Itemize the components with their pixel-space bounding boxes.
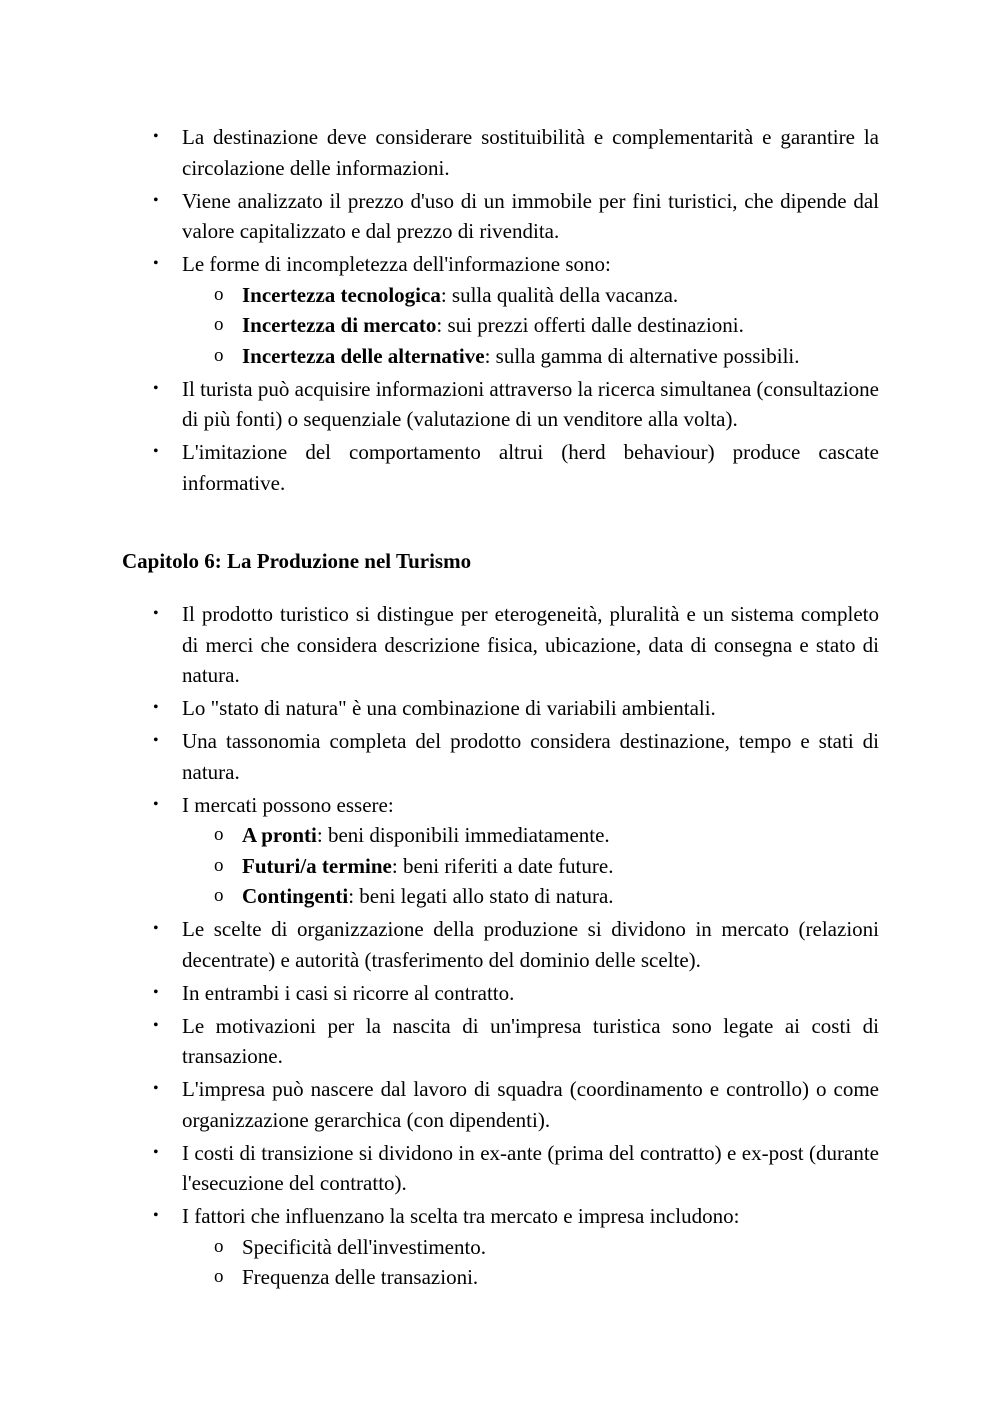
bullet-marker: • bbox=[153, 1016, 159, 1034]
list-item bbox=[153, 1074, 879, 1135]
list-item-text: Viene analizzato il prezzo d'uso di un immobile per fini turistici, che dipende dal valore capitalizzato e dal prezzo di rivendita. bbox=[182, 188, 879, 243]
sub-list bbox=[214, 280, 879, 372]
bullet-marker: • bbox=[153, 379, 159, 397]
list-item-text: Il prodotto turistico si distingue per eterogeneità, pluralità e un sistema completo di merci che considera descrizione fisica, ubicazione, data di consegna e stato di natura. bbox=[182, 602, 879, 687]
list-item-text: Le motivazioni per la nascita di un'impresa turistica sono legate ai costi di transazione. bbox=[182, 1013, 879, 1068]
bullet-marker: • bbox=[153, 605, 159, 622]
sub-list-item bbox=[214, 851, 879, 882]
bullet-marker: • bbox=[153, 191, 159, 209]
bullet-marker: • bbox=[153, 128, 159, 145]
sub-item-text: : sulla gamma di alternative possibili. bbox=[484, 343, 800, 368]
chapter6-bullet-list bbox=[153, 599, 879, 1295]
sub-bullet-marker: o bbox=[214, 885, 224, 906]
bullet-marker: • bbox=[153, 1143, 159, 1161]
sub-list-item bbox=[214, 1232, 879, 1263]
list-item-text: I costi di transizione si dividono in ex-ante (prima del contratto) e ex-post (durante l'esecuzione del contratto). bbox=[182, 1140, 879, 1195]
list-item bbox=[153, 693, 879, 724]
list-item bbox=[153, 1011, 879, 1072]
sub-list-item bbox=[214, 881, 879, 912]
sub-list bbox=[214, 820, 879, 912]
list-item-text: Una tassonomia completa del prodotto considera destinazione, tempo e stati di natura. bbox=[182, 729, 879, 784]
list-item bbox=[153, 186, 879, 247]
sub-item-term: Contingenti bbox=[242, 884, 349, 908]
list-item bbox=[153, 122, 879, 183]
list-item bbox=[153, 1138, 879, 1199]
sub-item-term: Incertezza di mercato bbox=[242, 313, 437, 337]
sub-bullet-marker: o bbox=[214, 283, 224, 305]
bullet-marker: • bbox=[153, 443, 159, 460]
sub-bullet-marker: o bbox=[214, 344, 224, 366]
list-item bbox=[153, 1201, 879, 1293]
sub-list-item bbox=[214, 341, 879, 372]
sub-bullet-marker: o bbox=[214, 1266, 224, 1287]
sub-bullet-marker: o bbox=[214, 1235, 224, 1257]
sub-list-item bbox=[214, 1262, 879, 1293]
list-item bbox=[153, 914, 879, 975]
sub-item-term: A pronti bbox=[242, 823, 317, 847]
bullet-marker: • bbox=[153, 699, 159, 716]
sub-item-term: Incertezza delle alternative bbox=[242, 343, 485, 368]
list-item bbox=[153, 249, 879, 371]
sub-item-text: : beni disponibili immediatamente. bbox=[316, 823, 610, 847]
sub-item-text: : beni legati allo stato di natura. bbox=[348, 884, 614, 908]
list-item-text: I fattori che influenzano la scelta tra mercato e impresa includono: bbox=[182, 1204, 740, 1228]
sub-bullet-marker: o bbox=[214, 824, 224, 845]
sub-item-text: : sulla qualità della vacanza. bbox=[440, 282, 679, 307]
list-item bbox=[153, 437, 879, 498]
sub-list bbox=[214, 1232, 879, 1293]
list-item-text: Le forme di incompletezza dell'informazione sono: bbox=[182, 252, 611, 276]
sub-bullet-marker: o bbox=[214, 854, 224, 876]
bullet-marker: • bbox=[153, 1207, 159, 1224]
bullet-marker: • bbox=[153, 255, 159, 272]
bullet-marker: • bbox=[153, 1080, 159, 1097]
sub-item-text: Specificità dell'investimento. bbox=[242, 1234, 487, 1259]
sub-list-item bbox=[214, 280, 879, 311]
list-item bbox=[153, 599, 879, 691]
sub-item-text: : beni riferiti a date future. bbox=[391, 853, 614, 878]
list-item-text: L'imitazione del comportamento altrui (herd behaviour) produce cascate informative. bbox=[182, 440, 879, 495]
sub-item-term: Incertezza tecnologica bbox=[242, 282, 441, 307]
sub-list-item bbox=[214, 310, 879, 341]
list-item-text: Le scelte di organizzazione della produzione si dividono in mercato (relazioni decentrate) e autorità (trasferimento del dominio delle scelte). bbox=[182, 917, 879, 972]
section1-bullet-list bbox=[153, 122, 879, 501]
sub-item-text: : sui prezzi offerti dalle destinazioni. bbox=[436, 313, 744, 337]
bullet-marker: • bbox=[153, 920, 159, 937]
list-item-text: La destinazione deve considerare sostituibilità e complementarità e garantire la circolazione delle informazioni. bbox=[182, 125, 879, 180]
list-item-text: Il turista può acquisire informazioni attraverso la ricerca simultanea (consultazione di più fonti) o sequenziale (valutazione di un venditore alla volta). bbox=[182, 376, 879, 431]
bullet-marker: • bbox=[153, 983, 159, 1001]
sub-item-text: Frequenza delle transazioni. bbox=[242, 1265, 479, 1289]
chapter-heading: Capitolo 6: La Produzione nel Turismo bbox=[122, 549, 472, 573]
list-item-text: Lo "stato di natura" è una combinazione di variabili ambientali. bbox=[182, 696, 716, 720]
sub-list-item bbox=[214, 820, 879, 851]
bullet-marker: • bbox=[153, 732, 159, 749]
sub-item-term: Futuri/a termine bbox=[242, 853, 392, 878]
list-item bbox=[153, 726, 879, 787]
list-item bbox=[153, 374, 879, 435]
list-item-text: I mercati possono essere: bbox=[182, 792, 394, 817]
list-item bbox=[153, 978, 879, 1009]
list-item bbox=[153, 790, 879, 912]
sub-bullet-marker: o bbox=[214, 314, 224, 335]
list-item-text: In entrambi i casi si ricorre al contratto. bbox=[182, 980, 515, 1005]
list-item-text: L'impresa può nascere dal lavoro di squadra (coordinamento e controllo) o come organizzazione gerarchica (con dipendenti). bbox=[182, 1077, 879, 1132]
bullet-marker: • bbox=[153, 795, 159, 813]
